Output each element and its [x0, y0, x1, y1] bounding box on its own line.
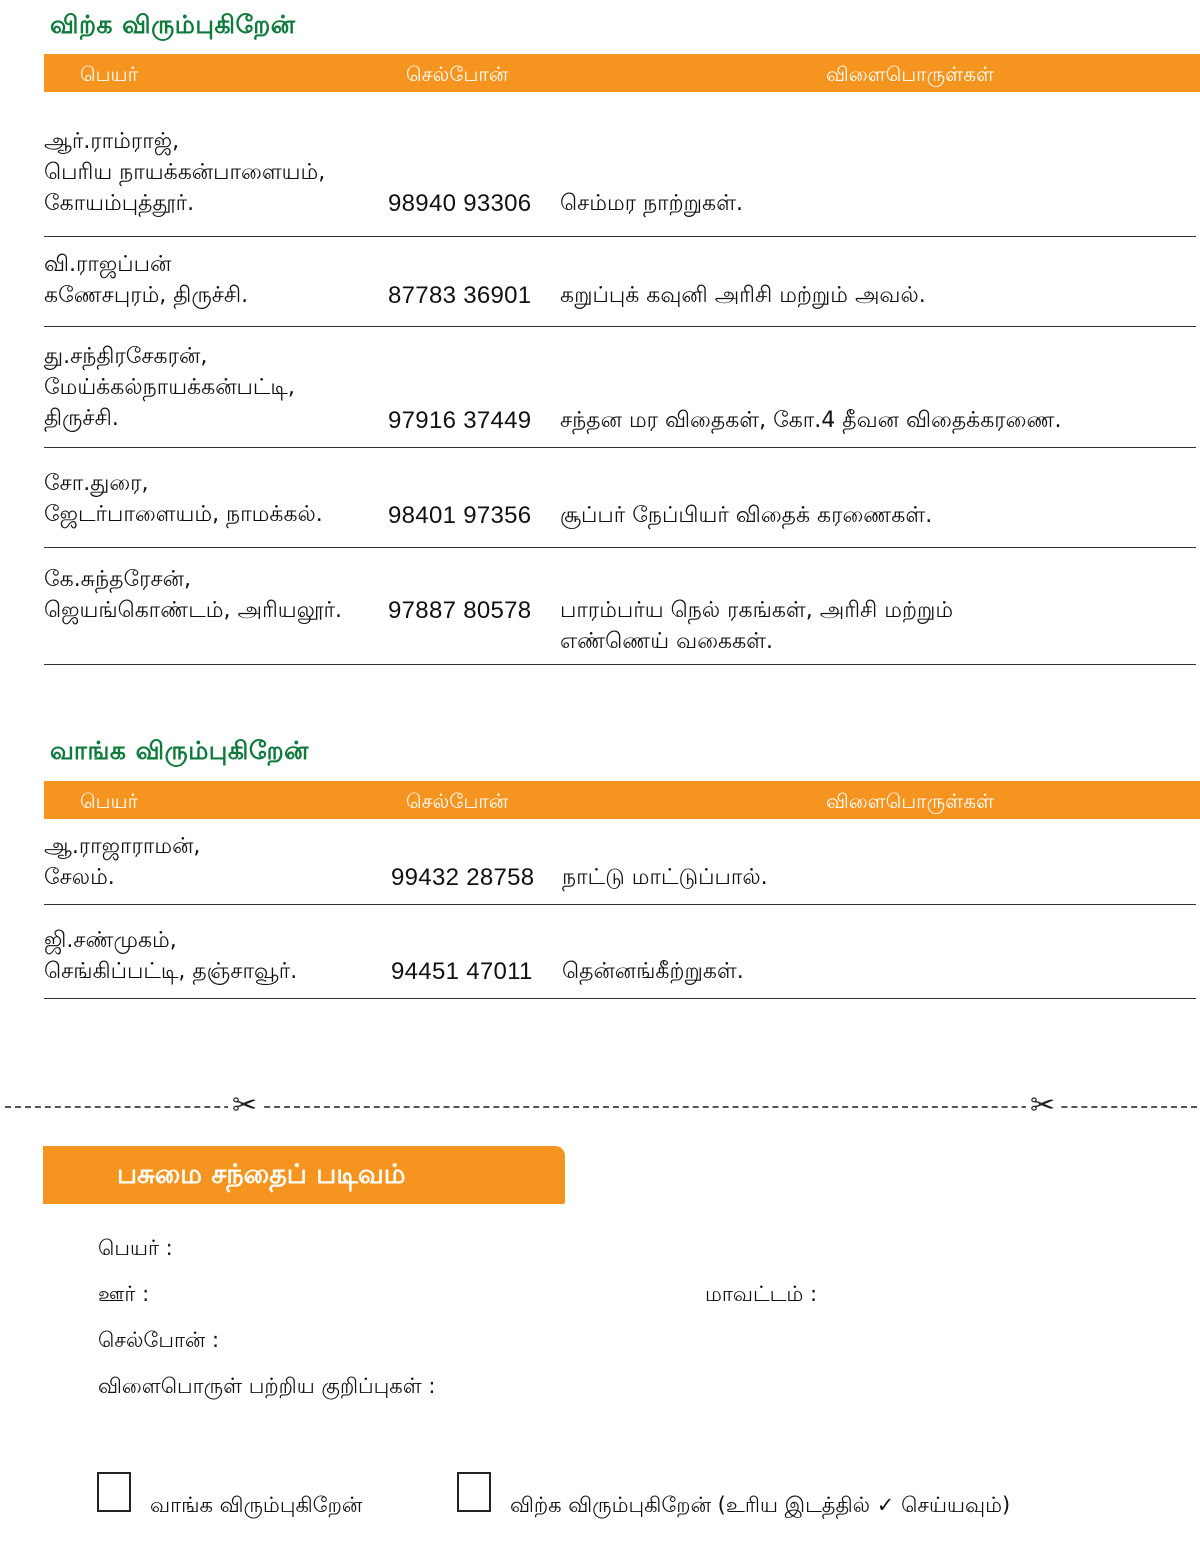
- name-line: ஜேடர்பாளையம், நாமக்கல்.: [44, 502, 323, 527]
- table-row: [44, 92, 1196, 237]
- name-line: மேய்க்கல்நாயக்கன்பட்டி,: [44, 375, 295, 400]
- seller-phone: 97887 80578: [388, 597, 532, 624]
- table-row: [44, 819, 1196, 905]
- header-name: பெயர்: [80, 62, 139, 86]
- name-line: கணேசபுரம், திருச்சி.: [44, 283, 249, 308]
- seller-phone: 87783 36901: [388, 282, 532, 309]
- sell-section-title: விற்க விரும்புகிறேன்: [50, 10, 296, 39]
- seller-name: [44, 341, 295, 434]
- seller-phone: 98401 97356: [388, 502, 532, 529]
- seller-name: [44, 249, 248, 311]
- name-line: சேலம்.: [44, 865, 115, 890]
- header-phone: செல்போன்: [406, 62, 509, 86]
- product-line: சந்தன மர விதைகள், கோ.4 தீவன விதைக்கரணை.: [560, 408, 1062, 433]
- table-row: [44, 327, 1196, 448]
- product-line: நாட்டு மாட்டுப்பால்.: [562, 865, 768, 890]
- seller-phone: 97916 37449: [388, 407, 532, 434]
- product-line: சூப்பர் நேப்பியர் விதைக் கரணைகள்.: [560, 503, 933, 528]
- header-name: பெயர்: [80, 789, 139, 813]
- sell-option-label: விற்க விரும்புகிறேன் (உரிய இடத்தில் ✓ செய்யவும்): [510, 1493, 1011, 1517]
- name-line: வி.ராஜப்பன்: [44, 252, 172, 277]
- buyer-name: [44, 831, 200, 893]
- table-row: [44, 905, 1196, 999]
- buyer-name: [44, 925, 297, 987]
- name-line: கோயம்புத்தூர்.: [44, 191, 195, 216]
- sell-table-header: [44, 54, 1200, 92]
- name-line: திருச்சி.: [44, 406, 119, 431]
- scissors-icon: ✂: [228, 1090, 261, 1122]
- name-line: து.சந்திரசேகரன்,: [44, 344, 208, 369]
- table-row: [44, 548, 1196, 665]
- header-phone: செல்போன்: [406, 789, 509, 813]
- seller-product: [560, 500, 932, 531]
- seller-product: [560, 188, 743, 219]
- buy-section-title: வாங்க விரும்புகிறேன்: [50, 736, 309, 765]
- buyer-product: [562, 862, 768, 893]
- product-line: தென்னங்கீற்றுகள்.: [562, 959, 744, 984]
- seller-phone: 98940 93306: [388, 190, 532, 217]
- cut-line: [5, 1106, 1197, 1108]
- name-line: சோ.துரை,: [44, 471, 149, 496]
- notes-field-label[interactable]: விளைபொருள் பற்றிய குறிப்புகள் :: [98, 1374, 436, 1398]
- header-products: விளைபொருள்கள்: [826, 62, 995, 86]
- table-row: [44, 237, 1196, 327]
- header-products: விளைபொருள்கள்: [826, 789, 995, 813]
- name-line: கே.சுந்தரேசன்,: [44, 567, 191, 592]
- buyer-product: [562, 956, 744, 987]
- seller-name: [44, 126, 325, 219]
- seller-product: [560, 280, 926, 311]
- name-line: ஆ.ராஜாராமன்,: [44, 834, 201, 859]
- table-row: [44, 448, 1196, 548]
- seller-name: [44, 564, 342, 626]
- buy-option-label: வாங்க விரும்புகிறேன்: [150, 1493, 363, 1517]
- name-line: ஆர்.ராம்ராஜ்,: [44, 129, 180, 154]
- name-field-label[interactable]: பெயர் :: [98, 1236, 173, 1260]
- district-field-label[interactable]: மாவட்டம் :: [705, 1282, 818, 1306]
- buy-table-header: [44, 781, 1200, 819]
- phone-field-label[interactable]: செல்போன் :: [98, 1328, 220, 1352]
- name-line: செங்கிப்பட்டி, தஞ்சாவூர்.: [44, 959, 298, 984]
- sell-checkbox[interactable]: [457, 1472, 491, 1512]
- name-line: ஜெயங்கொண்டம், அரியலூர்.: [44, 598, 343, 623]
- buyer-phone: 99432 28758: [391, 864, 535, 891]
- town-field-label[interactable]: ஊர் :: [98, 1282, 150, 1306]
- seller-product: [560, 595, 953, 657]
- product-line: எண்ணெய் வகைகள்.: [560, 629, 773, 654]
- seller-name: [44, 468, 323, 530]
- buyer-phone: 94451 47011: [391, 958, 533, 985]
- buy-checkbox[interactable]: [97, 1472, 131, 1512]
- form-title: பசுமை சந்தைப் படிவம்: [43, 1146, 565, 1204]
- scissors-icon: ✂: [1026, 1090, 1059, 1122]
- name-line: ஜி.சண்முகம்,: [44, 928, 177, 953]
- seller-product: [560, 405, 1061, 436]
- product-line: கறுப்புக் கவுனி அரிசி மற்றும் அவல்.: [560, 283, 926, 308]
- product-line: செம்மர நாற்றுகள்.: [560, 191, 743, 216]
- product-line: பாரம்பர்ய நெல் ரகங்கள், அரிசி மற்றும்: [560, 598, 954, 623]
- name-line: பெரிய நாயக்கன்பாளையம்,: [44, 160, 326, 185]
